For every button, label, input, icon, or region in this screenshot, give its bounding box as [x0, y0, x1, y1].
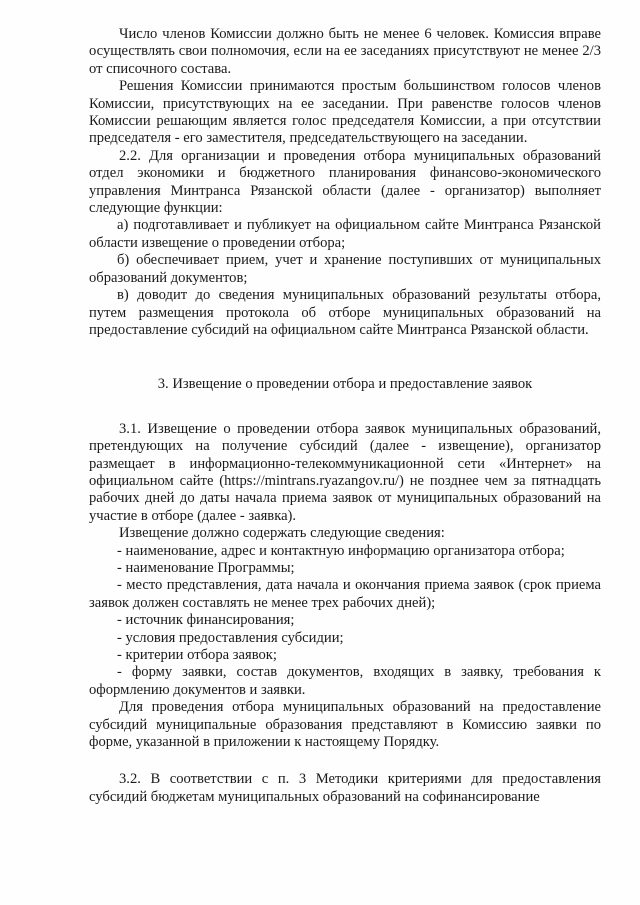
paragraph-notice-contents: Извещение должно содержать следующие сведения: [119, 525, 445, 542]
list-item: - место представления, дата начала и окончания приема заявок (срок приема заявок должен составлять не менее трех рабочих дней); [89, 577, 601, 611]
list-item: - наименование Программы; [117, 559, 295, 576]
list-item: - форму заявки, состав документов, входящих в заявку, требования к оформлению документов и заявки. [89, 664, 601, 698]
list-item: - условия предоставления субсидии; [117, 629, 344, 646]
list-item-b: б) обеспечивает прием, учет и хранение поступивших от муниципальных образований документов; [89, 252, 601, 286]
list-item-a: а) подготавливает и публикует на официальном сайте Минтранса Рязанской области извещение о проведении отбора; [89, 217, 601, 251]
section-3-heading: 3. Извещение о проведении отбора и предоставление заявок [157, 376, 533, 393]
list-item: - наименование, адрес и контактную информацию организатора отбора; [117, 542, 565, 559]
paragraph-3-1: 3.1. Извещение о проведении отбора заявок муниципальных образований, претендующих на получение субсидий (далее - извещение), организатор размещает в информационно-телекоммуникационной сети «Интернет» на официальном сайте (https://mintrans.ryazangov.ru/) не позднее чем за пятнадцать рабочих дней до даты начала приема заявок от муниципальных образований на участие в отборе (далее - заявка). [89, 420, 601, 524]
paragraph-commission-decisions: Решения Комиссии принимаются простым большинством голосов членов Комиссии, присутствующих на ее заседании. При равенстве голосов членов Комиссии решающим является голос председателя Комиссии, а при отсутствии председателя - его заместителя, председательствующего на заседании. [89, 78, 601, 147]
paragraph-2-2: 2.2. Для организации и проведения отбора муниципальных образований отдел экономики и бюджетного планирования финансово-экономического управления Минтранса Рязанской области (далее - организатор) выполняет следующие функции: [89, 147, 601, 217]
paragraph-applications-form: Для проведения отбора муниципальных образований на предоставление субсидий муниципальные образования представляют в Комиссию заявки по форме, указанной в приложении к настоящему Порядку. [89, 699, 601, 751]
list-item: - критерии отбора заявок; [117, 647, 277, 663]
list-item: - источник финансирования; [117, 612, 295, 629]
list-item-c: в) доводит до сведения муниципальных образований результаты отбора, путем размещения протокола об отборе муниципальных образований на предоставление субсидий на официальном сайте Минтранса Рязанской области. [89, 287, 601, 338]
paragraph-3-2: 3.2. В соответствии с п. 3 Методики критериями для предоставления субсидий бюджетам муниципальных образований на софинансирование [89, 771, 601, 805]
paragraph-commission-size: Число членов Комиссии должно быть не менее 6 человек. Комиссия вправе осуществлять свои полномочия, если на ее заседаниях присутствуют не менее 2/3 от списочного состава. [89, 26, 601, 77]
document-body [89, 26, 601, 806]
